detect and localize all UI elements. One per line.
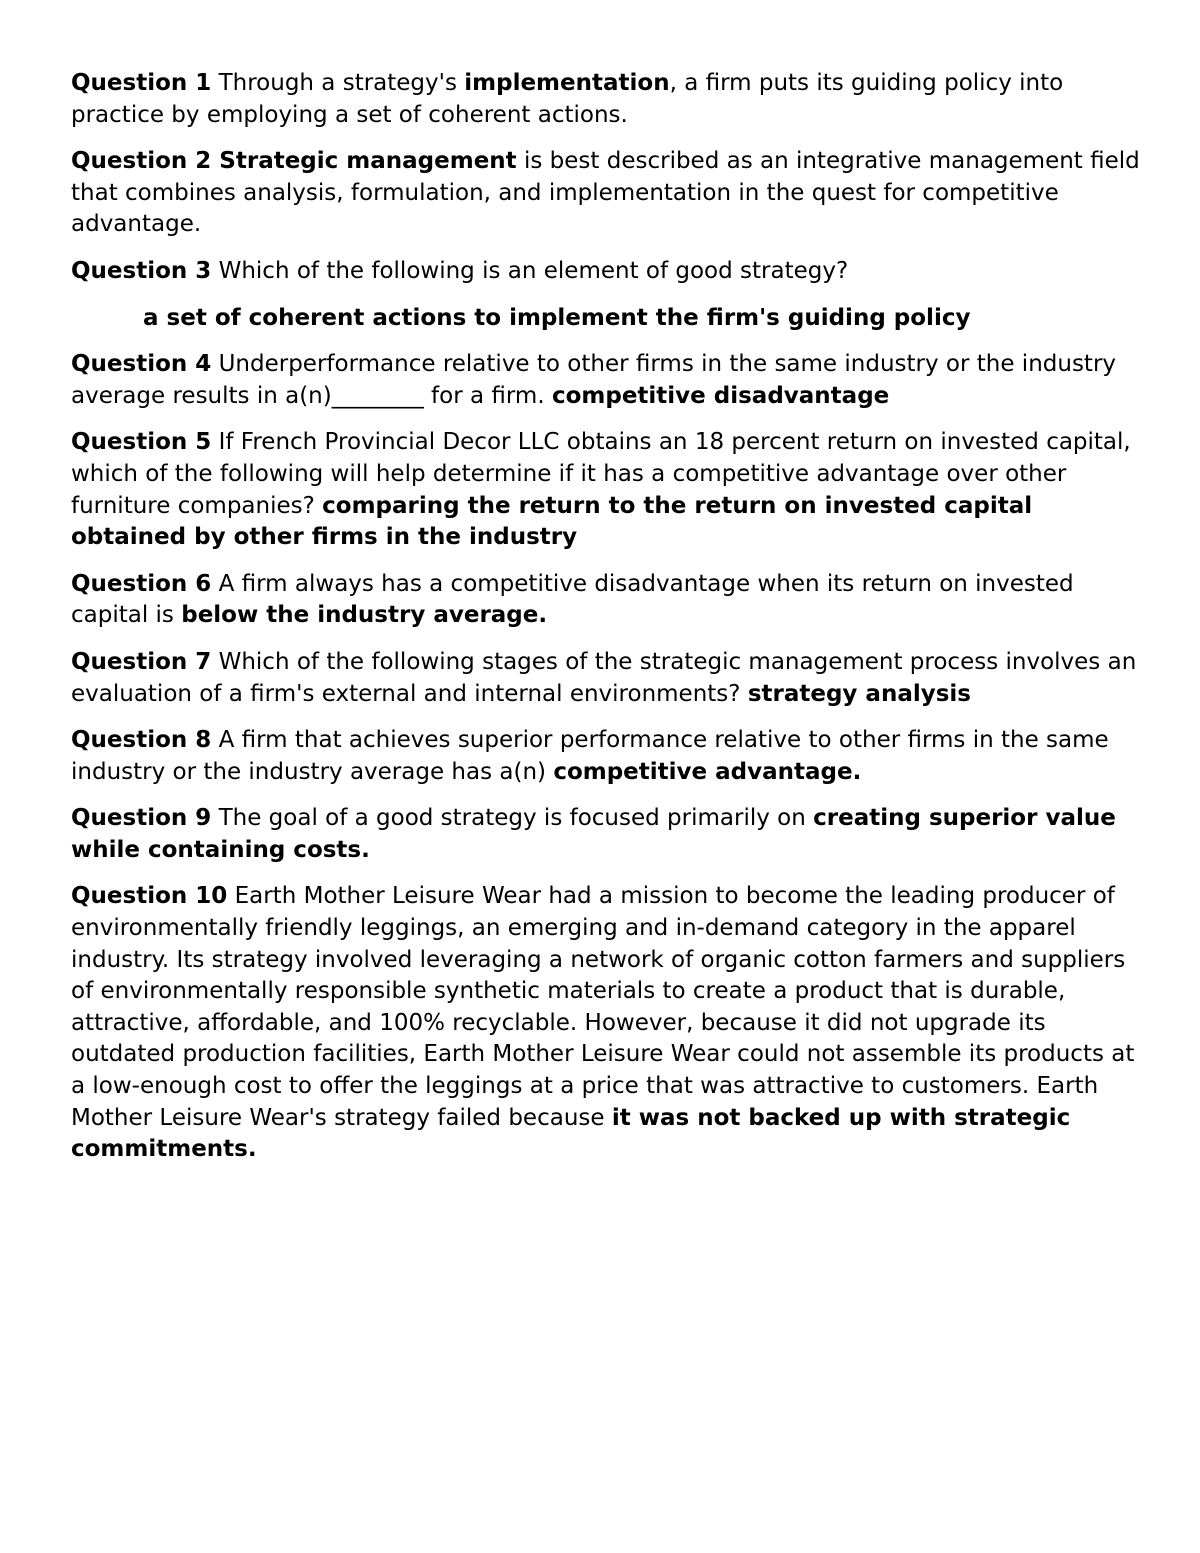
question-label: Question 7 <box>71 648 212 675</box>
question-label: Question 5 <box>71 429 212 456</box>
answer-text: competitive disadvantage <box>551 382 890 409</box>
question-text: A firm that achieves superior performance relative to other firms in the same industry or the industry average has a(n) <box>71 727 1109 785</box>
question-label: Question 9 <box>71 805 212 832</box>
question-1 <box>71 68 1141 131</box>
question-9 <box>71 803 1141 866</box>
answer-text: below the industry average. <box>181 602 548 629</box>
question-label: Question 3 <box>71 257 212 284</box>
question-3-answer: a set of coherent actions to implement the firm's guiding policy <box>143 304 971 331</box>
question-label: Question 8 <box>71 727 212 754</box>
question-4 <box>71 349 1141 412</box>
document-page <box>71 68 1141 1181</box>
question-text: is best described as an integrative management field that combines analysis, formulation, and implementation in the quest for competitive advantage. <box>71 148 1140 238</box>
question-6 <box>71 569 1141 632</box>
question-text: Underperformance relative to other firms in the same industry or the industry average results in a(n)________ for a firm. <box>71 351 1117 409</box>
answer-text: it was not backed up with strategic commitments. <box>71 1104 1071 1163</box>
answer-text: strategy analysis <box>747 680 971 707</box>
question-8 <box>71 725 1141 788</box>
question-3 <box>71 256 1141 288</box>
question-2 <box>71 146 1141 241</box>
question-text: The goal of a good strategy is focused primarily on <box>211 805 814 832</box>
question-text: , a firm puts its guiding policy into practice by employing a set of coherent actions. <box>71 70 1064 128</box>
question-label: Question 1 <box>71 70 212 96</box>
question-label: Question 6 <box>71 570 212 597</box>
answer-text: implementation <box>464 70 670 96</box>
question-label: Question 2 <box>71 148 212 175</box>
question-text: Which of the following is an element of good strategy? <box>211 257 849 284</box>
question-5 <box>71 427 1141 553</box>
question-text: Earth Mother Leisure Wear had a mission to become the leading producer of environmentally friendly leggings, an emerging and in-demand category in the apparel industry. Its strategy involved leveraging a network of organic cotton farmers and suppliers of environmentally responsible synthetic materials to create a product that is durable, attractive, affordable, and 100% recyclable. However, because it did not upgrade its outdated production facilities, Earth Mother Leisure Wear could not assemble its products at a low-enough cost to offer the leggings at a price that was attractive to customers. Earth Mother Leisure Wear's strategy failed because <box>71 883 1135 1131</box>
answer-text: Strategic management <box>211 148 517 175</box>
answer-text: creating superior value while containing costs. <box>71 805 1116 863</box>
question-label: Question 4 <box>71 351 212 378</box>
question-text: If French Provincial Decor LLC obtains an 18 percent return on invested capital, which of the following will help determine if it has a competitive advantage over other furniture companies? <box>71 429 1131 519</box>
question-text: Which of the following stages of the strategic management process involves an evaluation of a firm's external and internal environments? <box>71 648 1137 707</box>
question-7 <box>71 647 1141 710</box>
answer-text: competitive advantage. <box>553 758 862 785</box>
question-text: Through a strategy's <box>211 70 465 96</box>
question-label: Question 10 <box>71 883 228 910</box>
question-text: A firm always has a competitive disadvantage when its return on invested capital is <box>71 570 1074 629</box>
answer-text: comparing the return to the return on invested capital obtained by other firms in the industry <box>71 492 1033 551</box>
question-10 <box>71 881 1141 1165</box>
